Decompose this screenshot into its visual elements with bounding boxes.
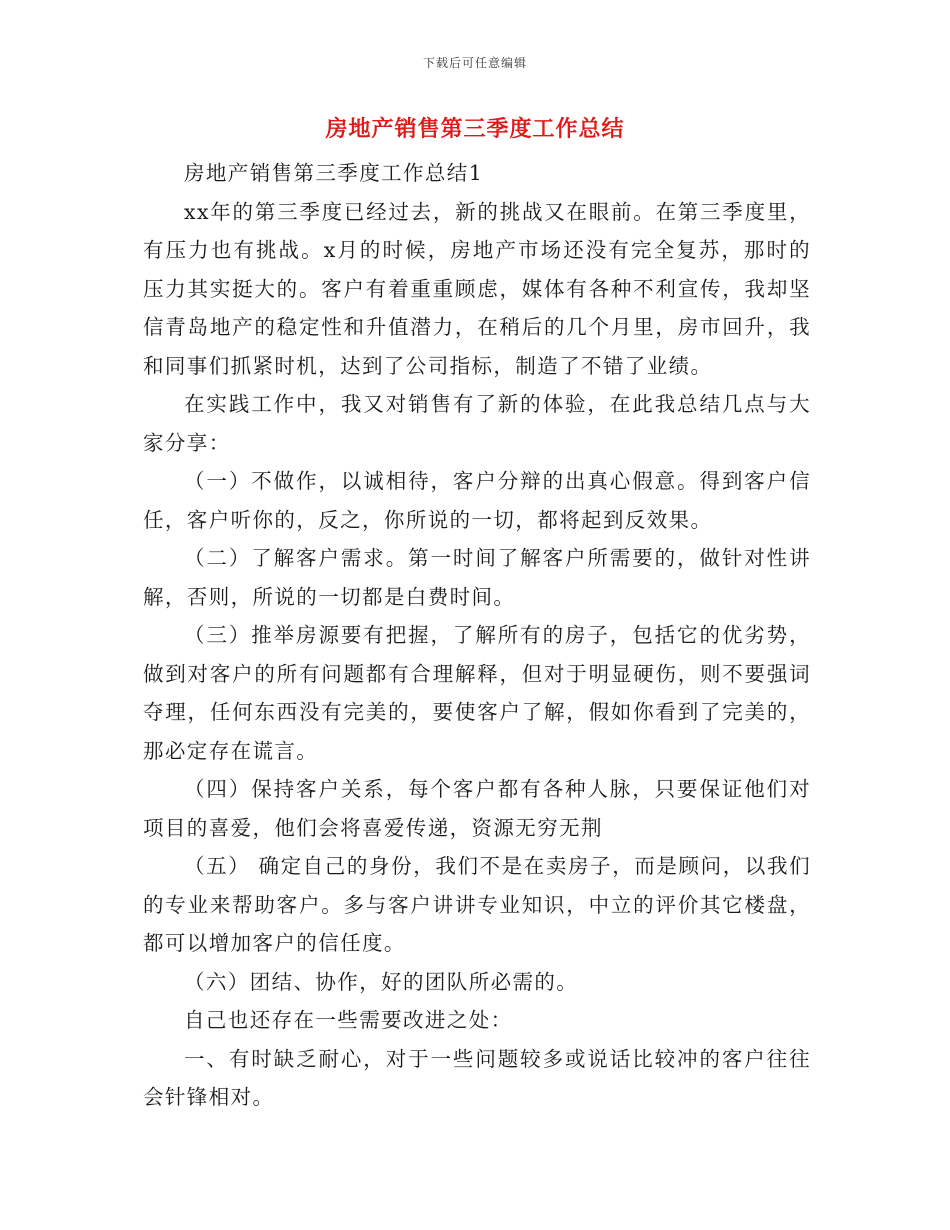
document-body xyxy=(143,154,811,1117)
subtitle-paragraph: 房地产销售第三季度工作总结1 xyxy=(184,161,484,185)
document-title: 房地产销售第三季度工作总结 xyxy=(325,116,625,142)
list-item-paragraph: （六）团结、协作，好的团队所必需的。 xyxy=(184,969,579,994)
list-item-paragraph: （二）了解客户需求。第一时间了解客户所需要的，做针对性讲解，否则，所说的一切都是白费时间。 xyxy=(143,546,811,609)
list-item-paragraph: （三）推举房源要有把握，了解所有的房子，包括它的优劣势，做到对客户的所有问题都有合理解释，但对于明显硬伤，则不要强词夺理，任何东西没有完美的，要使客户了解，假如你看到了完美的，那必定存在谎言。 xyxy=(143,623,811,763)
body-paragraph: 一、有时缺乏耐心，对于一些问题较多或说话比较冲的客户往往会针锋相对。 xyxy=(143,1046,811,1109)
list-item-paragraph: （五） 确定自己的身份，我们不是在卖房子，而是顾问，以我们的专业来帮助客户。多与客户讲讲专业知识，中立的评价其它楼盘，都可以增加客户的信任度。 xyxy=(143,854,811,955)
list-item-paragraph: （一）不做作，以诚相待，客户分辩的出真心假意。得到客户信任，客户听你的，反之，你所说的一切，都将起到反效果。 xyxy=(143,469,811,532)
body-paragraph: 自己也还存在一些需要改进之处： xyxy=(184,1008,513,1032)
list-item-paragraph: （四）保持客户关系，每个客户都有各种人脉，只要保证他们对项目的喜爱，他们会将喜爱传递，资源无穷无荆 xyxy=(143,777,811,840)
body-paragraph: xx年的第三季度已经过去，新的挑战又在眼前。在第三季度里，有压力也有挑战。x月的时候，房地产市场还没有完全复苏，那时的压力其实挺大的。客户有着重重顾虑，媒体有各种不利宣传，我却坚信青岛地产的稳定性和升值潜力，在稍后的几个月里，房市回升，我和同事们抓紧时机，达到了公司指标，制造了不错了业绩。 xyxy=(143,199,811,378)
body-paragraph: 在实践工作中，我又对销售有了新的体验，在此我总结几点与大家分享： xyxy=(143,392,811,455)
header-note: 下载后可任意编辑 xyxy=(422,56,527,70)
